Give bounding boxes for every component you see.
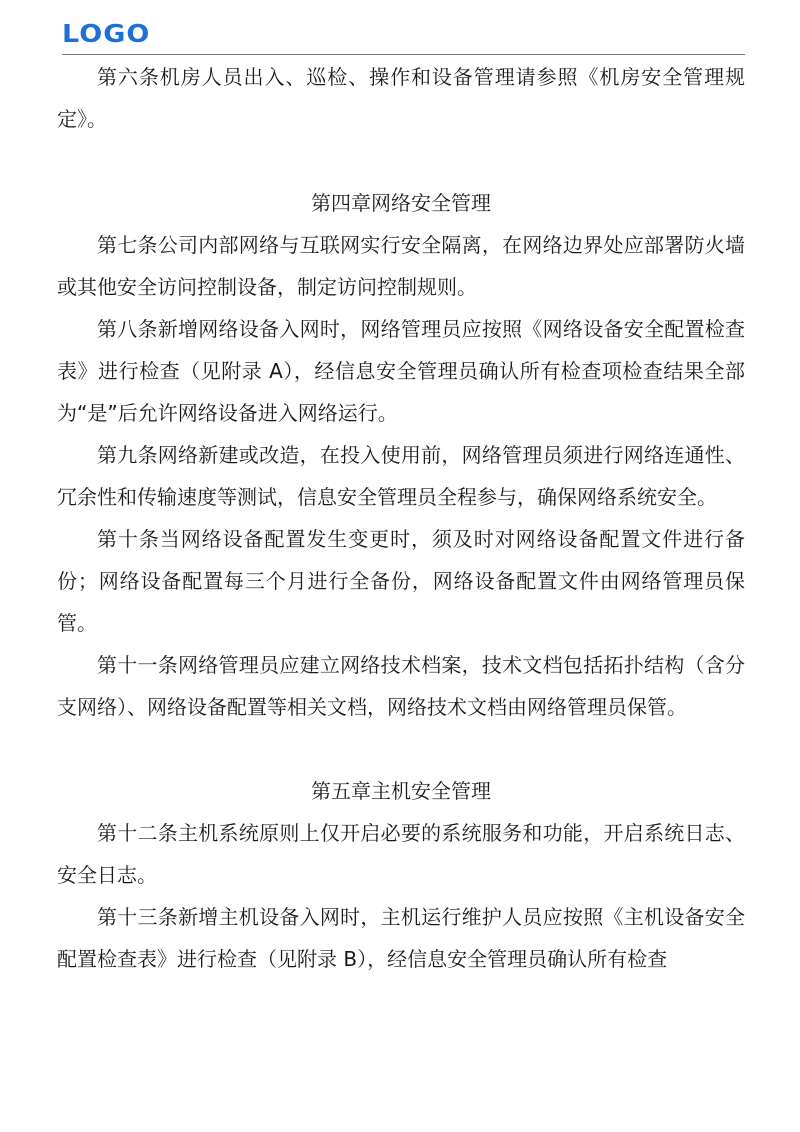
- article-10: 第十条当网络设备配置发生变更时，须及时对网络设备配置文件进行备份；网络设备配置每三个月进行全备份，网络设备配置文件由网络管理员保管。: [57, 527, 745, 635]
- article-7: 第七条公司内部网络与互联网实行安全隔离，在网络边界处应部署防火墙或其他安全访问控制设备，制定访问控制规则。: [57, 233, 745, 299]
- article-9: 第九条网络新建或改造，在投入使用前，网络管理员须进行网络连通性、冗余性和传输速度等测试，信息安全管理员全程参与，确保网络系统安全。: [57, 443, 745, 509]
- page-header: [62, 20, 745, 55]
- chapter-5-heading: 第五章主机安全管理: [311, 779, 491, 803]
- article-11: 第十一条网络管理员应建立网络技术档案，技术文档包括拓扑结构（含分支网络）、网络设备配置等相关文档，网络技术文档由网络管理员保管。: [57, 653, 745, 719]
- article-13: 第十三条新增主机设备入网时，主机运行维护人员应按照《主机设备安全配置检查表》进行检查（见附录 B），经信息安全管理员确认所有检查: [57, 905, 745, 971]
- article-8: 第八条新增网络设备入网时，网络管理员应按照《网络设备安全配置检查表》进行检查（见附录 A），经信息安全管理员确认所有检查项检查结果全部为“是”后允许网络设备进入网络运行。: [57, 317, 745, 425]
- logo: LOGO: [62, 20, 151, 49]
- document-body: [57, 56, 745, 980]
- article-6: 第六条机房人员出入、巡检、操作和设备管理请参照《机房安全管理规定》。: [57, 65, 745, 131]
- article-12: 第十二条主机系统原则上仅开启必要的系统服务和功能，开启系统日志、安全日志。: [57, 821, 745, 887]
- chapter-4-heading: 第四章网络安全管理: [311, 191, 491, 215]
